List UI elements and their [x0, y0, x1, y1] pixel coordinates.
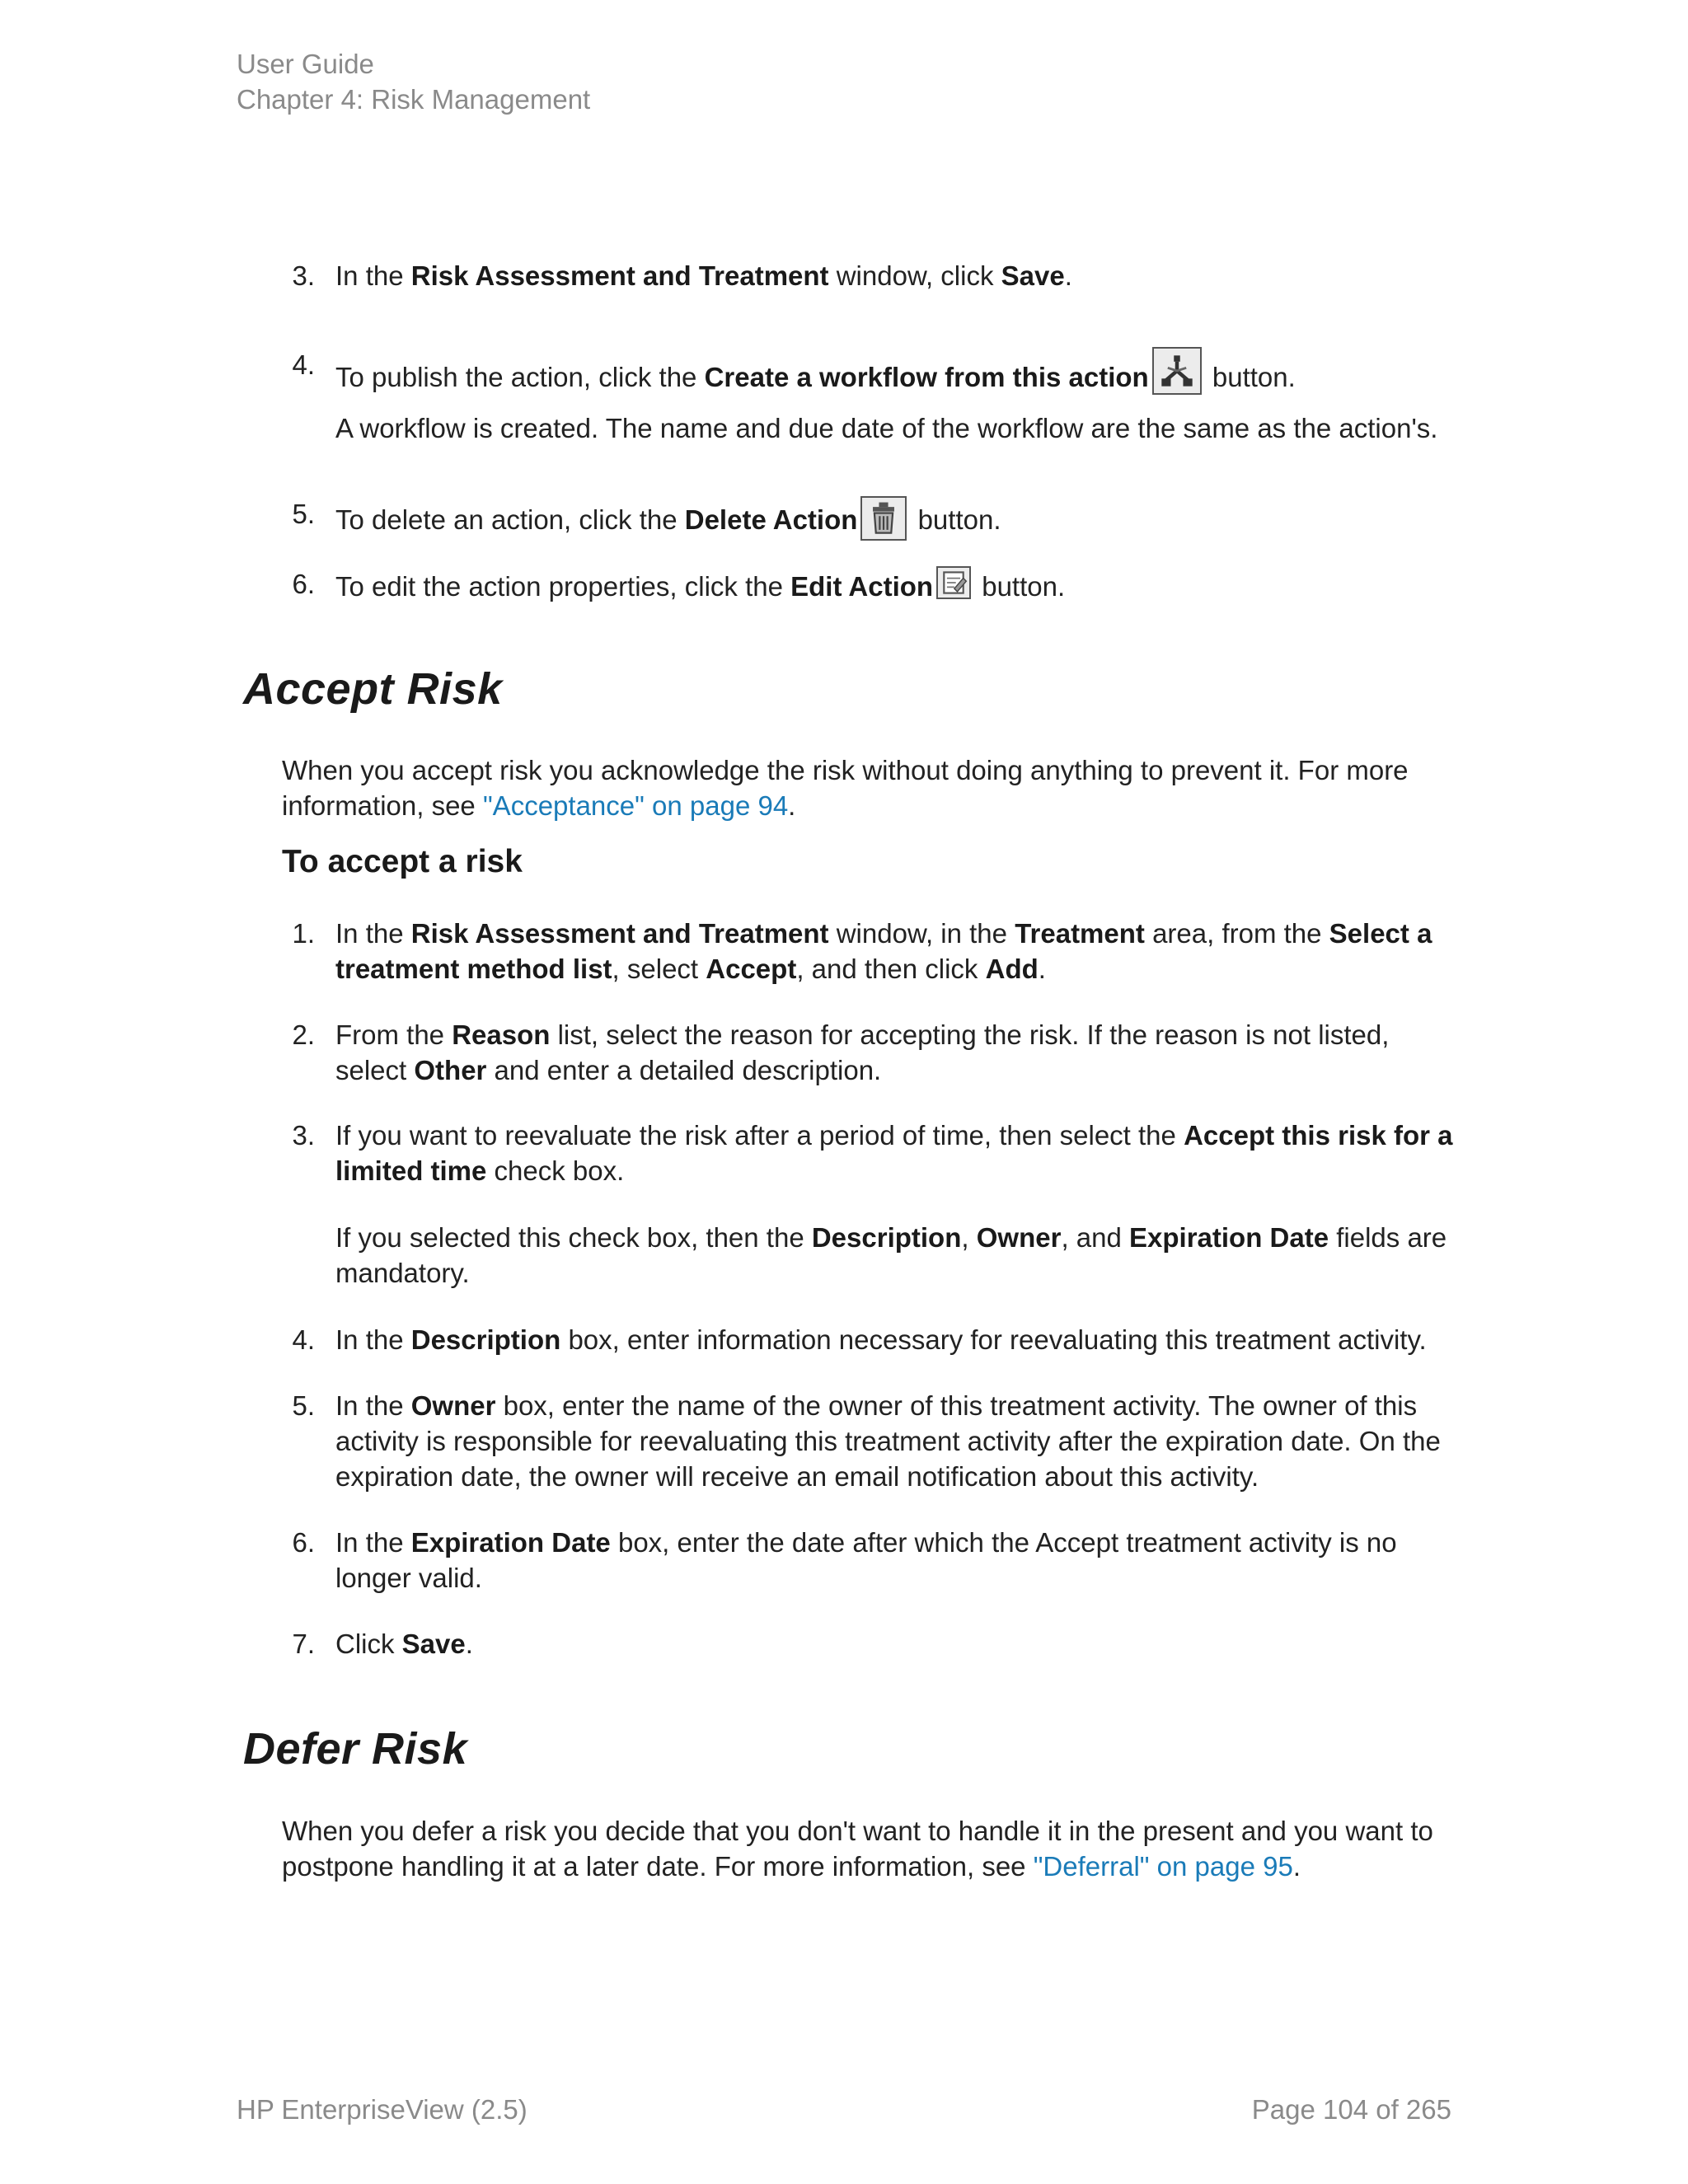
- header-chapter-title: Chapter 4: Risk Management: [237, 84, 591, 115]
- step-text: To delete an action, click the Delete Action button.: [335, 496, 1456, 541]
- step-text: If you want to reevaluate the risk after a period of time, then select the Accept this risk for a limited time check box.: [335, 1120, 1453, 1186]
- step-number: 5.: [292, 1390, 315, 1421]
- section-title-accept-risk: Accept Risk: [243, 664, 503, 714]
- step-note: A workflow is created. The name and due date of the workflow are the same as the action's.: [335, 413, 1438, 443]
- footer-product: HP EnterpriseView (2.5): [237, 2094, 528, 2125]
- defer-intro: When you defer a risk you decide that you don't want to handle it in the present and you want to postpone handling it at a later date. For more information, see "Deferral" on page 95.: [282, 1816, 1433, 1882]
- acceptance-link[interactable]: "Acceptance" on page 94: [482, 790, 789, 821]
- step-number: 3.: [292, 260, 315, 291]
- running-header: [237, 46, 590, 117]
- step-text: To edit the action properties, click the Edit Action button.: [335, 566, 1456, 604]
- step-number: 4.: [292, 349, 315, 380]
- create-workflow-icon: [1152, 347, 1202, 395]
- header-guide-title: User Guide: [237, 49, 374, 79]
- step-text: Click Save.: [335, 1629, 473, 1659]
- footer-page-number: Page 104 of 265: [1251, 2094, 1451, 2125]
- step-text: In the Risk Assessment and Treatment window, click Save.: [335, 260, 1072, 291]
- step-number: 6.: [292, 1527, 315, 1558]
- step-number: 7.: [292, 1629, 315, 1659]
- section-title-defer-risk: Defer Risk: [243, 1724, 468, 1774]
- step-text: In the Risk Assessment and Treatment window, in the Treatment area, from the Select a treatment method list, select Accept, and then click Add.: [335, 918, 1432, 984]
- step-number: 1.: [292, 918, 315, 949]
- step-number: 3.: [292, 1120, 315, 1151]
- accept-intro: When you accept risk you acknowledge the risk without doing anything to prevent it. For more information, see "Acceptance" on page 94.: [282, 755, 1409, 821]
- edit-icon: [936, 566, 971, 599]
- step-number: 6.: [292, 569, 315, 599]
- step-text: In the Description box, enter information necessary for reevaluating this treatment activity.: [335, 1324, 1427, 1355]
- step-number: 4.: [292, 1324, 315, 1355]
- subsection-title-to-accept: To accept a risk: [282, 844, 523, 879]
- trash-icon: [860, 496, 907, 541]
- step-text: In the Expiration Date box, enter the date after which the Accept treatment activity is no longer valid.: [335, 1527, 1397, 1593]
- step-number: 5.: [292, 499, 315, 529]
- step-note: If you selected this check box, then the Description, Owner, and Expiration Date fields are mandatory.: [335, 1222, 1447, 1288]
- step-number: 2.: [292, 1019, 315, 1050]
- step-text: From the Reason list, select the reason for accepting the risk. If the reason is not listed, select Other and enter a detailed description.: [335, 1019, 1390, 1085]
- deferral-link[interactable]: "Deferral" on page 95: [1033, 1851, 1293, 1882]
- step-text: To publish the action, click the Create a workflow from this action button.: [335, 347, 1456, 395]
- step-text: In the Owner box, enter the name of the owner of this treatment activity. The owner of this activity is responsible for reevaluating this treatment activity after the expiration date. On the expiration date, the owner will receive an email notification about this activity.: [335, 1390, 1441, 1492]
